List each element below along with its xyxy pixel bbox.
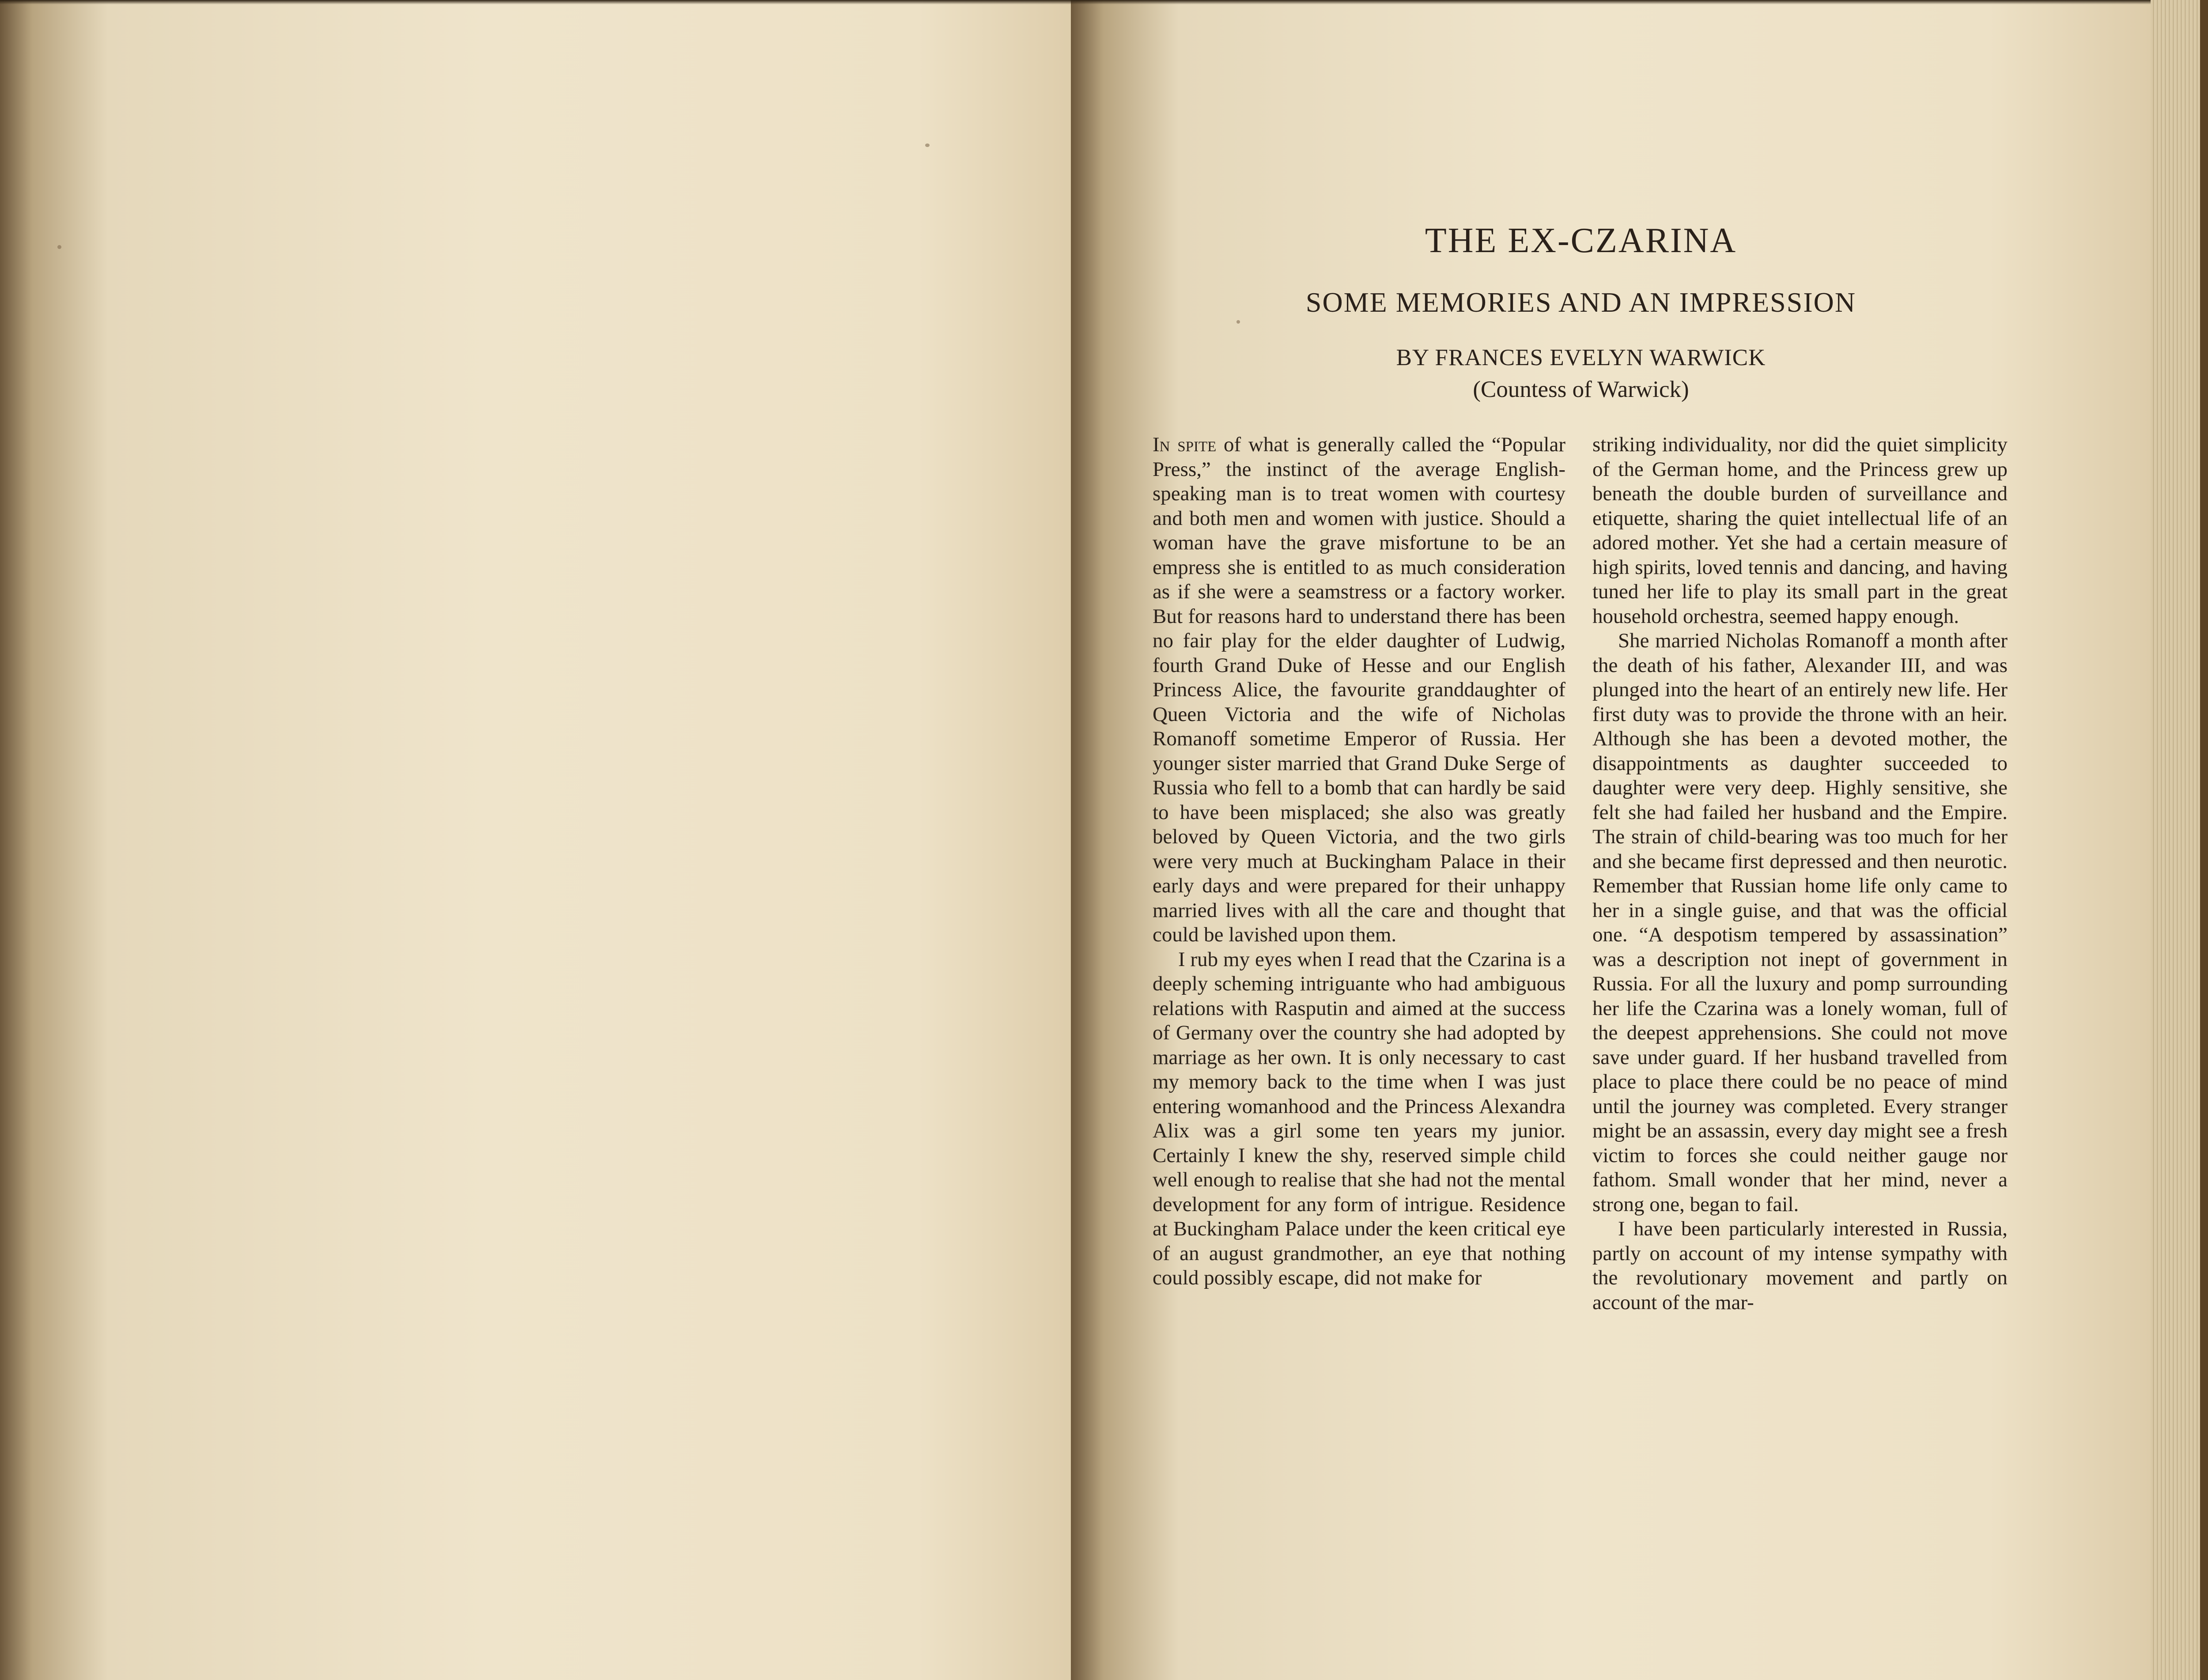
paragraph-text: of what is generally called the “Popular Press,” the instinct of the average English-speaking man is to treat women with courtesy and both men and women with justice. Should a woman have the grave misfortune to be an empress she is entitled to as much consideration as if she were a seamstress or a factory worker. But for reasons hard to understand there has been no fair play for the elder daughter of Ludwig, fourth Grand Duke of Hesse and our English Princess Alice, the favourite granddaughter of Queen Victoria and the wife of Nicholas Romanoff sometime Emperor of Russia. Her younger sister married that Grand Duke Serge of Russia who fell to a bomb that can hardly be said to have been misplaced; she also was greatly beloved by Queen Victoria, and the two girls were very much at Buckingham Palace in their early days and were prepared for their unhappy married lives with all the care and thought that could be lavished upon them. (1153, 433, 1565, 946)
page-edges (2151, 0, 2208, 1680)
paper-speck (1236, 320, 1240, 324)
paper-speck (925, 143, 930, 147)
byline-title: (Countess of Warwick) (1473, 377, 1689, 402)
top-edge-shadow (0, 0, 2151, 4)
article-subtitle: SOME MEMORIES AND AN IMPRESSION (1305, 287, 1856, 318)
opening-paragraph (1153, 433, 1565, 948)
right-column-1 (1153, 433, 1565, 1291)
paragraph: I rub my eyes when I read that the Czarina is a deeply scheming intriguante who had ambiguous relations with Rasputin and aimed at the success of Germany over the country she had adopted by marriage as her own. It is only necessary to cast my memory back to the time when I was just entering womanhood and the Princess Alexandra Alix was a girl some ten years my junior. Certainly I knew the shy, reserved simple child well enough to realise that she had not the mental development for any form of intrigue. Residence at Buckingham Palace under the keen critical eye of an august grandmother, an eye that nothing could possibly escape, did not make for (1153, 948, 1565, 1289)
paragraph: striking individuality, nor did the quiet simplicity of the German home, and the Princess grew up beneath the double burden of surveillance and etiquette, sharing the quiet intellectual life of an adored mother. Yet she had a certain measure of high spirits, loved tennis and dancing, and having tuned her life to play its small part in the great household orchestra, seemed happy enough. (1592, 433, 2008, 628)
byline: BY FRANCES EVELYN WARWICK (1396, 345, 1766, 370)
right-page (0, 0, 1080, 1680)
paper-speck (57, 245, 61, 249)
right-column-2 (1592, 433, 2008, 1315)
paragraph: She married Nicholas Romanoff a month after the death of his father, Alexander III, and was plunged into the heart of an entirely new life. Her first duty was to provide the throne with an heir. Although she has been a devoted mother, the disappointments as daughter succeeded to daughter were very deep. Highly sensitive, she felt she had failed her husband and the Empire. The strain of child-bearing was too much for her and she became first depressed and then neurotic. Remember that Russian home life only came to her in a single guise, and that was the official one. “A despotism tempered by assassination” was a description not inept of government in Russia. For all the luxury and pomp surrounding her life the Czarina was a lonely woman, full of the deepest apprehensions. She could not move save under guard. If her husband travelled from place to place there could be no peace of mind until the journey was completed. Every stranger might be an assassin, every day might see a fresh victim to forces she could neither gauge nor fathom. Small wonder that her mind, never a strong one, began to fail. (1592, 629, 2008, 1216)
article-title: THE EX-CZARINA (1425, 221, 1737, 260)
paragraph: I have been particularly interested in Russia, partly on account of my intense sympathy with the revolutionary movement and partly on account of the mar- (1592, 1217, 2008, 1314)
lead-in: In spite (1153, 433, 1217, 456)
